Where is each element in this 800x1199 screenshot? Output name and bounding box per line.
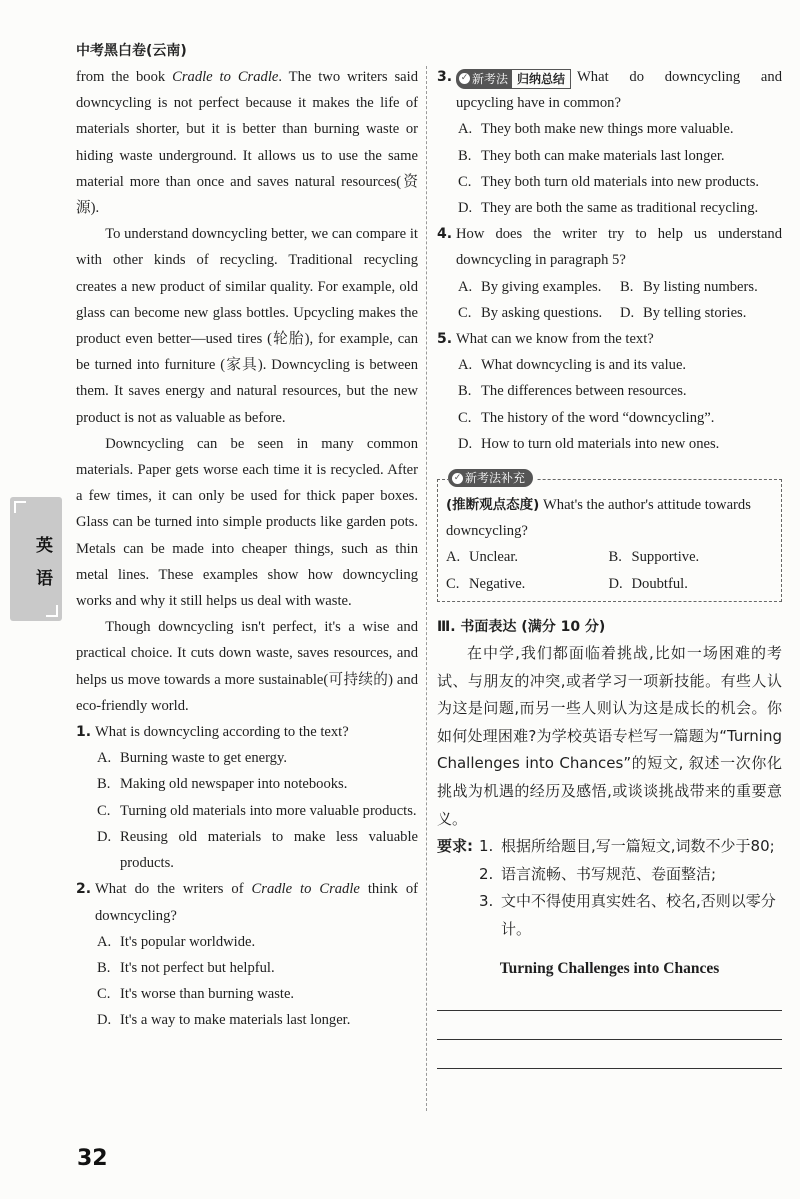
option-letter: D.	[97, 1012, 112, 1029]
supplement-tag	[448, 469, 537, 487]
option-text: It's a way to make materials last longer.	[120, 1012, 351, 1029]
book-title: Cradle to Cradle	[172, 69, 279, 85]
answer-line[interactable]	[437, 1011, 782, 1040]
supplement-label: (推断观点态度)	[446, 497, 540, 514]
check-icon: ✓	[460, 73, 469, 83]
answer-option[interactable]	[458, 143, 782, 169]
question-5	[437, 326, 782, 457]
page-number: 32	[77, 1146, 108, 1171]
question-number: 4.	[437, 226, 453, 243]
answer-option[interactable]	[97, 798, 418, 824]
answer-option[interactable]	[97, 745, 418, 771]
option-text: It's not perfect but helpful.	[120, 959, 275, 976]
answer-option[interactable]	[609, 571, 772, 597]
requirement-number: 3.	[479, 892, 494, 911]
question-3-text: What do downcycling and upcycling have in common?	[456, 69, 782, 112]
option-text: They both make new things more valuable.	[481, 121, 734, 138]
requirement-number: 2.	[479, 864, 494, 883]
question-number: 1.	[76, 724, 92, 741]
option-text: They are both the same as traditional recycling.	[481, 200, 759, 217]
right-column	[437, 64, 782, 1069]
answer-option[interactable]	[446, 571, 609, 597]
option-text: By telling stories.	[643, 304, 747, 321]
option-letter: D.	[458, 200, 473, 217]
requirement-text: 根据所给题目,写一篇短文,词数不少于80;	[501, 837, 775, 856]
answer-line[interactable]	[437, 1040, 782, 1069]
answer-option[interactable]	[97, 1007, 418, 1033]
question-3	[437, 64, 782, 221]
option-text: By asking questions.	[481, 304, 603, 321]
answer-option[interactable]	[458, 378, 782, 404]
answer-option[interactable]	[458, 169, 782, 195]
option-text: It's worse than burning waste.	[120, 986, 295, 1003]
answer-option[interactable]	[458, 274, 620, 300]
question-number: 5.	[437, 331, 453, 348]
option-letter: A.	[446, 549, 461, 566]
option-letter: C.	[458, 409, 472, 426]
option-letter: A.	[97, 933, 112, 950]
option-text: Reusing old materials to make less valuable products.	[120, 828, 418, 872]
option-letter: A.	[458, 121, 473, 138]
check-icon: ✓	[453, 472, 462, 483]
option-text: By listing numbers.	[643, 278, 758, 295]
supplement-tag-label: 新考法补充	[465, 471, 526, 486]
option-letter: B.	[458, 147, 472, 164]
option-letter: B.	[608, 549, 622, 566]
option-letter: A.	[458, 357, 473, 374]
option-text: Unclear.	[469, 549, 519, 566]
question-4	[437, 221, 782, 326]
tag-dark-label: 新考法	[472, 71, 509, 86]
answer-option[interactable]	[97, 824, 418, 876]
question-text: How does the writer try to help us understand downcycling in paragraph 5?	[456, 226, 782, 269]
option-text: How to turn old materials into new ones.	[481, 435, 720, 452]
question-text: What do the writers of Cradle to Cradle think of downcycling?	[95, 881, 418, 924]
supplement-box	[437, 471, 782, 602]
answer-option[interactable]	[458, 352, 782, 378]
question-2	[76, 876, 418, 1033]
requirements-label: 要求:	[437, 837, 473, 856]
option-text: Turning old materials into more valuable products.	[120, 802, 417, 819]
essay-title: Turning Challenges into Chances	[499, 959, 720, 977]
option-letter: C.	[97, 986, 111, 1003]
running-header: 中考黑白卷(云南)	[76, 43, 187, 59]
question-text	[456, 64, 782, 116]
requirement-number: 1.	[479, 837, 494, 856]
answer-option[interactable]	[620, 274, 782, 300]
option-letter: C.	[458, 173, 472, 190]
side-tab-char-2: 语	[36, 569, 53, 589]
subject-side-tab	[10, 497, 62, 621]
answer-option[interactable]	[97, 771, 418, 797]
option-text: Doubtful.	[631, 575, 688, 592]
answer-option[interactable]	[97, 929, 418, 955]
answer-option[interactable]	[620, 300, 782, 326]
answer-option[interactable]	[97, 955, 418, 981]
option-letter: A.	[97, 750, 112, 767]
passage-paragraph: from the book Cradle to Cradle. The two writers said downcycling is not perfect because it makes the life of materials shorter, but it is better than burning waste or hiding waste underground. It allows us to use the same material more than once and saves natural resources(资源).	[76, 69, 418, 217]
option-text: Negative.	[469, 575, 526, 592]
column-divider	[426, 66, 427, 1111]
option-text: It's popular worldwide.	[120, 933, 256, 950]
requirement-item	[479, 888, 782, 943]
answer-option[interactable]	[458, 405, 782, 431]
requirement-item	[479, 861, 782, 889]
option-letter: D.	[97, 828, 112, 845]
requirement-text: 文中不得使用真实姓名、校名,否则以零分计。	[501, 892, 776, 938]
passage-paragraph: Though downcycling isn't perfect, it's a wise and practical choice. It cuts down waste, saves resources, and helps us move towards a more sustainable(可持续的) and eco-friendly world.	[76, 619, 418, 714]
side-tab-char-1: 英	[36, 536, 53, 556]
option-letter: C.	[446, 575, 460, 592]
option-letter: C.	[458, 304, 472, 321]
option-text: Burning waste to get energy.	[120, 750, 287, 767]
question-text: What is downcycling according to the text?	[95, 724, 349, 741]
requirement-item	[479, 833, 782, 861]
tag-light-label: 归纳总结	[512, 69, 571, 89]
answer-option[interactable]	[458, 195, 782, 221]
answer-option[interactable]	[97, 981, 418, 1007]
option-letter: B.	[97, 776, 111, 793]
new-method-tag	[456, 69, 571, 89]
writing-requirements	[437, 833, 782, 943]
writing-section-title: Ⅲ. 书面表达 (满分 10 分)	[437, 618, 606, 635]
answer-option[interactable]	[458, 300, 620, 326]
option-letter: C.	[97, 802, 111, 819]
left-column	[76, 64, 418, 1034]
question-text: What can we know from the text?	[456, 331, 654, 348]
answer-lines[interactable]	[437, 982, 782, 1069]
answer-option[interactable]	[446, 544, 609, 570]
requirement-text: 语言流畅、书写规范、卷面整洁;	[501, 864, 717, 883]
book-title: Cradle to Cradle	[251, 881, 360, 898]
option-letter: B.	[458, 383, 472, 400]
passage-paragraph: Downcycling can be seen in many common materials. Paper gets worse each time it is recycled. After a few times, it can only be used for thick paper boxes. Glass can be turned into simple products like garden pots. Metals can be made into cheaper things, such as thin metal lines. These examples show how downcycling works and why it still helps us deal with waste.	[76, 435, 418, 610]
option-letter: D.	[620, 304, 635, 321]
answer-option[interactable]	[609, 544, 772, 570]
question-number: 3.	[437, 69, 453, 85]
option-text: What downcycling is and its value.	[481, 357, 687, 374]
option-letter: B.	[97, 959, 111, 976]
option-text: The differences between resources.	[481, 383, 687, 400]
option-letter: D.	[458, 435, 473, 452]
passage-paragraph: To understand downcycling better, we can compare it with other kinds of recycling. Traditional recycling creates a new product of similar quality. For example, old glass can become new glass bottles. Upcycling makes the product even better—used tires (轮胎), for example, can be turned into furniture (家具). Downcycling is between them. It saves energy and natural resources, but the new product is not as valuable as before.	[76, 226, 418, 426]
option-text: Making old newspaper into notebooks.	[120, 776, 348, 793]
option-letter: D.	[608, 575, 623, 592]
option-text: They both turn old materials into new products.	[481, 173, 760, 190]
option-text: Supportive.	[631, 549, 700, 566]
writing-prompt: 在中学,我们都面临着挑战,比如一场困难的考试、与朋友的冲突,或者学习一项新技能。有些人认为这是问题,而另一些人则认为这是成长的机会。你如何处理困难?为学校英语专栏写一篇题为“Turning Challenges into Chances”的短文, 叙述一次你化挑战为机遇的经历及感悟,或谈谈挑战带来的重要意义。	[437, 644, 782, 828]
question-1	[76, 719, 418, 876]
option-text: By giving examples.	[481, 278, 602, 295]
answer-option[interactable]	[458, 116, 782, 142]
supplement-question-text: What's the author's attitude towards downcycling?	[446, 497, 751, 540]
option-text: The history of the word “downcycling”.	[481, 409, 715, 426]
question-number: 2.	[76, 881, 92, 898]
option-text: They both can make materials last longer.	[481, 147, 725, 164]
option-letter: A.	[458, 278, 473, 295]
option-letter: B.	[620, 278, 634, 295]
answer-option[interactable]	[458, 431, 782, 457]
answer-line[interactable]	[437, 982, 782, 1011]
